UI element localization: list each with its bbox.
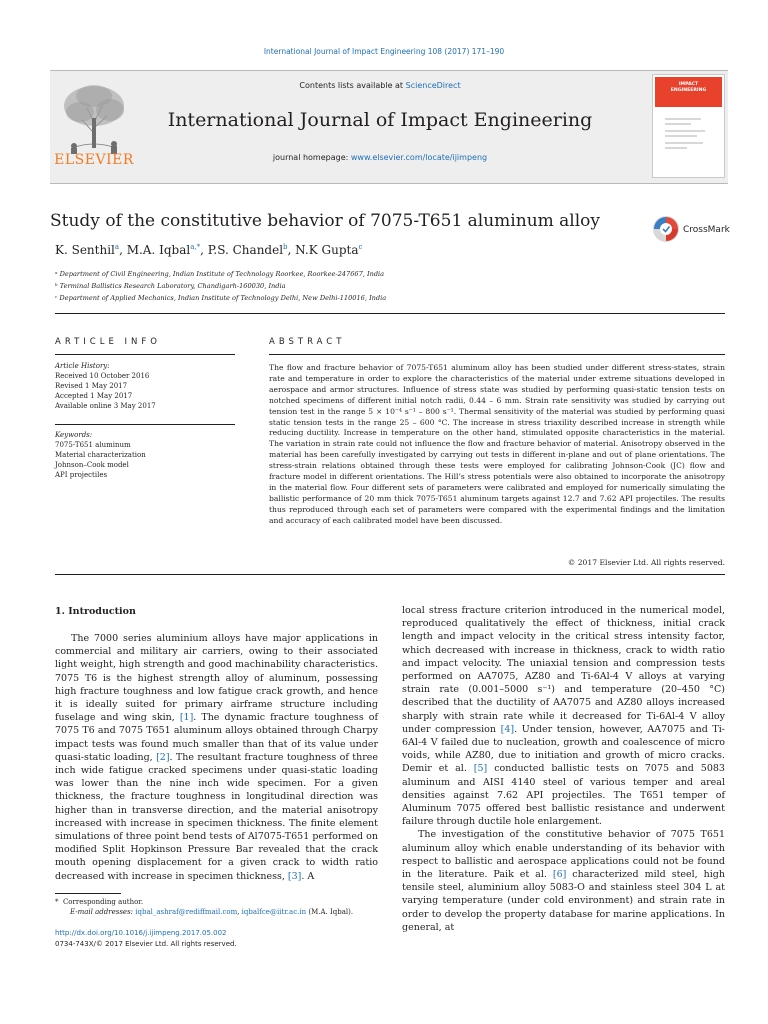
author-name: N.K Gupta bbox=[295, 243, 359, 257]
cover-text-lines bbox=[661, 115, 716, 155]
cover-title-band bbox=[655, 77, 722, 107]
author-name: M.A. Iqbal bbox=[126, 243, 191, 257]
running-head[interactable]: International Journal of Impact Engineering 108 (2017) 171–190 bbox=[263, 47, 505, 56]
keywords-block bbox=[55, 430, 235, 480]
footnote-marker: * bbox=[55, 898, 59, 906]
article-history bbox=[55, 361, 235, 411]
affiliation: ᵃ Department of Civil Engineering, Indian Institute of Technology Roorkee, Roorkee-247667, India bbox=[55, 270, 385, 278]
keywords-label: Keywords: bbox=[55, 431, 93, 439]
author-list: K. Senthil$^a$, M.A. Iqbal$^{a,*}$, P.S. Chandel$^b$, N.K Gupta$^c$ bbox=[55, 243, 363, 257]
author-affil-mark[interactable]: c bbox=[358, 243, 363, 251]
article-info-heading: ARTICLE INFO bbox=[55, 337, 161, 347]
abstract-heading: ABSTRACT bbox=[269, 337, 346, 347]
footnote-emails: E-mail addresses: iqbal_ashraf@rediffmail.com, iqbalfce@iitr.ac.in (M.A. Iqbal). bbox=[70, 908, 354, 916]
body-column-left bbox=[55, 632, 378, 883]
journal-homepage-link[interactable]: www.elsevier.com/locate/ijimpeng bbox=[350, 153, 488, 162]
history-item: Available online 3 May 2017 bbox=[55, 402, 156, 410]
body-paragraph: The 7000 series aluminium alloys have major applications in commercial and military air carriers, owing to their associated light weight, high strength and good machinability characteristics. 7075 T6 is the highest strength alloy of aluminum, possessing high fracture toughness and low fatigue crack growth, and hence it is ideally suited for primary airframe structure including fuselage and wing skin, [1]. The dynamic fracture toughness of 7075 T6 and 7075 T651 aluminum alloys obtained through Charpy impact tests was found much smaller than that of its value under quasi-static loading, [2]. The resultant fracture toughness of three inch wide fatigue cracked specimens under quasi-static loading was lower than the nine inch wide specimen. For a given thickness, the fracture toughness in longitudinal direction was higher than in transverse direction, and the material anisotropy increased with increase in specimen thickness. The finite element simulations of three point bend tests of Al7075-T651 performed on modified Split Hopkinson Pressure Bar revealed that the crack mouth opening displacement for a given crack to width ratio decreased with increase in specimen thickness, [3]. A bbox=[55, 633, 378, 882]
email-link[interactable]: iqbalfce@iitr.ac.in bbox=[241, 908, 307, 916]
citation-link[interactable]: [1] bbox=[179, 712, 194, 724]
author-affil-mark[interactable]: a,* bbox=[190, 243, 201, 251]
history-label: Article History: bbox=[55, 362, 110, 370]
abstract-text: The flow and fracture behavior of 7075-T651 aluminum alloy has been studied under different stress-states, strain rate and temperature in order to explore the characteristics of the material under extreme situations developed in aerospace and armor structures. Influence of stress state was studied by performing quasi-static tension tests on notched specimens of different initial notch radii, 0.44 – 6 mm. Strain rate sensitivity was studied by carrying out tension test in the range 5 × 10⁻⁴ s⁻¹ – 800 s⁻¹. Thermal sensitivity of the material was studied by performing quasi static tension tests in the range 25 – 600 °C. The increase in stress triaxility described increase in strength while reducing ductility. Increase in temperature on the other hand, stimulated opposite characteristics in the material. The variation in strain rate could not influence the flow and fracture behavior of material. Anisotropy observed in the material has been carefully investigated by carrying out tests in different in-plane and out of plane orientations. The stress-strain relations obtained through these tests were employed for calibrating Johnson-Cook (JC) flow and fracture model in different orientations. The Hill’s stress potentials were also obtained to incorporate the anisotropy in the material flow. Four different sets of parameters were calibrated and employed for numerically simulating the ballistic performance of 20 mm thick 7075-T651 aluminum targets against 12.7 and 7.62 API projectiles. The results thus reproduced through each set of parameters were compared with the experimental findings and the limitation and accuracy of each calibrated model have been discussed. bbox=[269, 363, 725, 525]
crossmark-icon[interactable] bbox=[652, 215, 680, 243]
crossmark-label[interactable]: CrossMark bbox=[683, 225, 730, 235]
cover-title-line2: ENGINEERING bbox=[670, 87, 707, 93]
body-paragraph: The investigation of the constitutive behavior of 7075 T651 aluminum alloy which enable understanding of its behavior with respect to ballistic and aerospace applications could not be found in the literature. Paik et al. [6] characterized mild steel, high tensile steel, aluminium alloy 5083-O and stainless steel 304 L at varying temperature (under cold environment) and strain rate in order to develop the property database for marine applications. In general, at bbox=[402, 829, 726, 933]
body-column-right bbox=[402, 604, 725, 934]
header-rule bbox=[55, 313, 725, 314]
citation-link[interactable]: [6] bbox=[552, 869, 567, 881]
contents-line: Contents lists available at ScienceDirect bbox=[299, 81, 461, 90]
footnote-corresponding: * Corresponding author. bbox=[55, 898, 144, 906]
journal-title: International Journal of Impact Engineering bbox=[167, 109, 593, 131]
sciencedirect-link[interactable]: ScienceDirect bbox=[405, 81, 461, 90]
affiliation: ᶜ Department of Applied Mechanics, Indian Institute of Technology Delhi, New Delhi-110016, India bbox=[55, 294, 387, 302]
author-name: K. Senthil bbox=[55, 243, 115, 257]
abstract-rule bbox=[269, 354, 725, 355]
citation-link[interactable]: [2] bbox=[156, 751, 170, 763]
homepage-line: journal homepage: www.elsevier.com/locate/ijimpeng bbox=[272, 153, 488, 162]
publisher-wordmark: ELSEVIER bbox=[54, 152, 134, 168]
abstract-bottom-rule bbox=[55, 574, 725, 575]
issn-line: 0734-743X/© 2017 Elsevier Ltd. All rights reserved. bbox=[55, 940, 237, 948]
journal-cover-thumbnail[interactable] bbox=[652, 74, 725, 178]
citation-link[interactable]: [3] bbox=[287, 870, 302, 882]
cover-title-line1: IMPACT bbox=[678, 82, 699, 87]
author-name: P.S. Chandel bbox=[207, 243, 284, 257]
footnote-rule bbox=[55, 893, 121, 894]
history-item: Revised 1 May 2017 bbox=[55, 382, 128, 390]
article-info-rule bbox=[55, 354, 235, 355]
body-paragraph: local stress fracture criterion introduced in the numerical model, reproduced qualitatively the effect of thickness, initial crack length and impact velocity in the critical stress intensity factor, which decreased with increase in thickness, crack to width ratio and impact velocity. The uniaxial tension and compression tests performed on AA7075, AZ80 and Ti-6Al-4 V alloys at varying strain rate (0.001–5000 s⁻¹) and temperature (20–450 °C) described that the ductility of AA7075 and AZ80 alloys increased sharply with strain rate while it decreased for Ti-6Al-4 V alloy under compression [4]. Under tension, however, AA7075 and Ti-6Al-4 V failed due to nucleation, growth and coalescence of micro voids, while AZ80, due to initiation and growth of micro cracks. Demir et al. [5] conducted ballistic tests on 7075 and 5083 aluminum and AISI 4140 steel of various temper and areal densities against 7.62 API projectiles. The T651 temper of Aluminum 7075 offered best ballistic resistance and underwent failure through ductile hole enlargement. bbox=[402, 605, 725, 828]
history-item: Received 10 October 2016 bbox=[55, 372, 150, 380]
email-link[interactable]: iqbal_ashraf@rediffmail.com bbox=[135, 908, 238, 916]
citation-link[interactable]: [4] bbox=[500, 723, 515, 735]
author-affil-mark[interactable]: b bbox=[283, 243, 288, 251]
keyword-item: 7075-T651 aluminum bbox=[55, 441, 131, 449]
abstract-copyright: © 2017 Elsevier Ltd. All rights reserved. bbox=[567, 558, 725, 567]
keywords-rule bbox=[55, 424, 235, 425]
citation-link[interactable]: [5] bbox=[473, 763, 488, 775]
section-heading-introduction: 1. Introduction bbox=[55, 606, 136, 617]
article-title: Study of the constitutive behavior of 7075-T651 aluminum alloy bbox=[50, 211, 601, 231]
keyword-item: Material characterization bbox=[55, 451, 146, 459]
keyword-item: Johnson–Cook model bbox=[55, 461, 129, 469]
affiliation: ᵇ Terminal Ballistics Research Laboratory, Chandigarh-160030, India bbox=[55, 282, 286, 290]
author-affil-mark[interactable]: a bbox=[114, 243, 120, 251]
history-item: Accepted 1 May 2017 bbox=[55, 392, 133, 400]
doi-link[interactable]: http://dx.doi.org/10.1016/j.ijimpeng.2017.05.002 bbox=[55, 929, 227, 937]
keyword-item: API projectiles bbox=[55, 471, 108, 479]
